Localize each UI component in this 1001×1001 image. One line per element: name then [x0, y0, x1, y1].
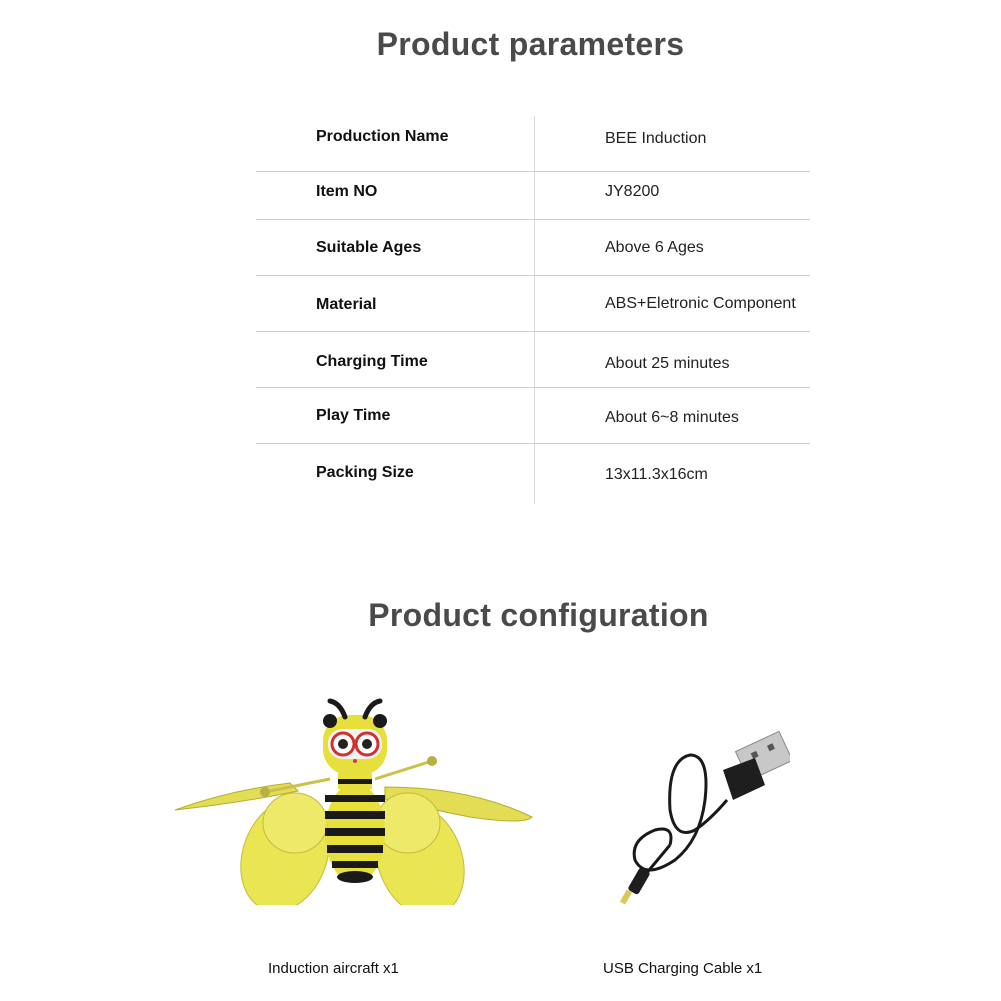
row-value: Above 6 Ages: [605, 239, 704, 256]
row-label: Production Name: [316, 128, 449, 145]
row-value: JY8200: [605, 183, 660, 200]
row-label: Material: [316, 296, 377, 313]
table-row: [256, 444, 810, 500]
row-label: Play Time: [316, 407, 391, 424]
table-row: [256, 220, 810, 276]
usb-cable-caption: USB Charging Cable x1: [603, 960, 763, 977]
parameters-title: Product parameters: [376, 26, 685, 62]
table-row: [256, 276, 810, 332]
row-value: About 6~8 minutes: [605, 409, 739, 426]
row-label: Charging Time: [316, 353, 428, 370]
parameters-table: [256, 116, 810, 504]
row-value: 13x11.3x16cm: [605, 466, 708, 483]
bee-aircraft-caption: Induction aircraft x1: [268, 960, 399, 977]
configuration-title: Product configuration: [368, 597, 709, 633]
table-row: [256, 332, 810, 388]
row-value: BEE Induction: [605, 130, 707, 147]
table-row: [256, 164, 810, 220]
row-label: Suitable Ages: [316, 239, 422, 256]
bee-aircraft-image: [170, 695, 540, 905]
table-row: [256, 388, 810, 444]
usb-cable-image: [615, 730, 790, 910]
row-value: ABS+Eletronic Component: [605, 295, 796, 312]
row-label: Packing Size: [316, 464, 414, 481]
row-value: About 25 minutes: [605, 355, 730, 372]
row-label: Item NO: [316, 183, 378, 200]
